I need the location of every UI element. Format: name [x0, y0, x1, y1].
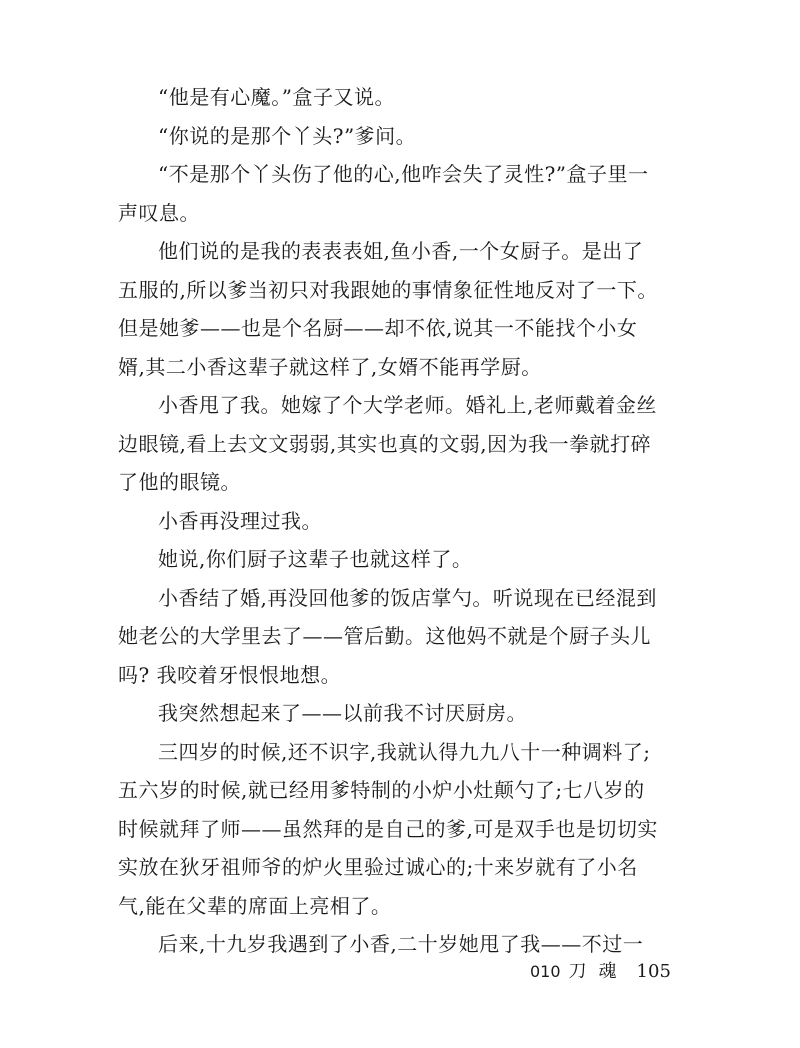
text-line: 后来,十九岁我遇到了小香,二十岁她甩了我——不过一	[158, 932, 644, 956]
text-line: “他是有心魔。”盒子又说。	[158, 85, 395, 109]
text-line: 她说,你们厨子这辈子也就这样了。	[158, 547, 473, 571]
text-line: 婿,其二小香这辈子就这样了,女婿不能再学厨。	[118, 354, 542, 379]
text-line: 三四岁的时候,还不识字,我就认得九九八十一种调料了;	[158, 739, 651, 764]
page-footer	[530, 960, 710, 984]
body-text	[118, 78, 674, 964]
text-line: 小香再没理过我。	[158, 508, 322, 533]
text-line: 但是她爹——也是个名厨——却不依,说其一不能找个小女	[118, 316, 638, 340]
text-line: 实放在狄牙祖师爷的炉火里验过诚心的;十来岁就有了小名	[118, 855, 638, 879]
text-line: 五服的,所以爹当初只对我跟她的事情象征性地反对了一下。	[118, 277, 658, 302]
chapter-number: 010	[530, 962, 561, 981]
chapter-title: 刀魂	[568, 961, 629, 982]
text-line: 小香结了婚,再没回他爹的饭店掌勺。听说现在已经混到	[158, 585, 657, 610]
text-line: “你说的是那个丫头?”爹问。	[158, 123, 417, 148]
text-line: 气,能在父辈的席面上亮相了。	[118, 893, 392, 918]
text-line: 边眼镜,看上去文文弱弱,其实也真的文弱,因为我一拳就打碎	[118, 431, 652, 456]
text-line: 小香甩了我。她嫁了个大学老师。婚礼上,老师戴着金丝	[158, 393, 657, 417]
text-line: 声叹息。	[118, 200, 200, 225]
text-line: 时候就拜了师——虽然拜的是自己的爹,可是双手也是切切实	[118, 816, 658, 841]
text-line: 她老公的大学里去了——管后勤。这他妈不就是个厨子头儿	[118, 624, 651, 648]
text-line: “不是那个丫头伤了他的心,他咋会失了灵性?”盒子里一	[158, 162, 649, 186]
text-line: 他们说的是我的表表表姐,鱼小香,一个女厨子。是出了	[158, 239, 644, 263]
text-line: 了他的眼镜。	[118, 470, 241, 494]
text-line: 我突然想起来了——以前我不讨厌厨房。	[158, 701, 527, 725]
text-line: 吗? 我咬着牙恨恨地想。	[118, 662, 342, 687]
page-number: 105	[636, 961, 671, 982]
text-line: 五六岁的时候,就已经用爹特制的小炉小灶颠勺了;七八岁的	[118, 778, 645, 802]
